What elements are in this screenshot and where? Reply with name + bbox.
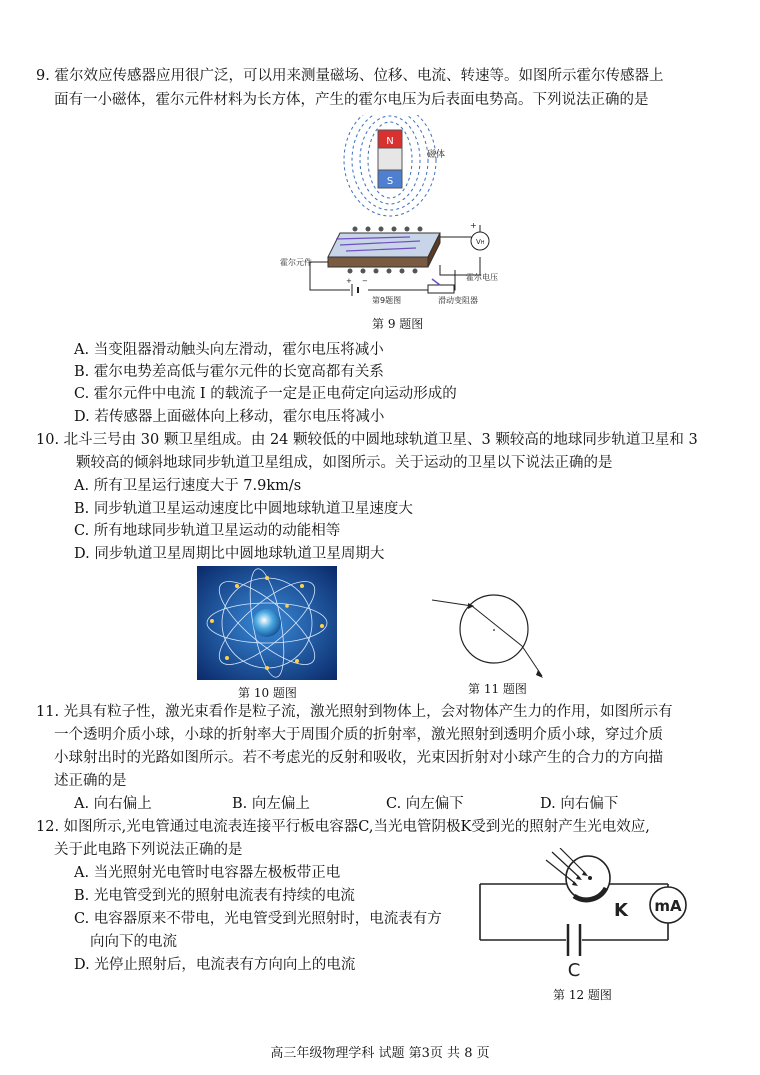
capacitor-c-label: C bbox=[567, 960, 581, 980]
q10-stem-line2: 颗较高的倾斜地球同步轨道卫星组成，如图所示。关于运动的卫星以下说法正确的是 bbox=[76, 455, 613, 471]
q10-figure bbox=[197, 566, 337, 680]
q12-figure bbox=[478, 848, 718, 980]
q11-option-a: A. 向右偏上 bbox=[74, 796, 152, 812]
ammeter-label: mA bbox=[654, 897, 682, 915]
q9-figure bbox=[280, 115, 500, 305]
q9-option-c: C. 霍尔元件中电流 I 的载流子一定是正电荷定向运动形成的 bbox=[74, 386, 457, 402]
q10-caption: 第 10 题图 bbox=[238, 686, 297, 700]
q12-caption: 第 12 题图 bbox=[553, 988, 612, 1002]
fig9-inner-label: 第9题图 bbox=[372, 296, 402, 305]
q11-stem-line3: 小球射出时的光路如图所示。若不考虑光的反射和吸收，光束因折射对小球产生的合力的方向描 bbox=[54, 750, 663, 766]
q12-option-a: A. 当光照射光电管时电容器左极板带正电 bbox=[74, 865, 341, 881]
rheostat-label: 滑动变阻器 bbox=[438, 296, 478, 305]
q10-stem-line1: 10. 北斗三号由 30 颗卫星组成。由 24 颗较低的中圆地球轨道卫星、3 颗较高的地球同步轨道卫星和 3 bbox=[36, 432, 698, 448]
battery-minus: − bbox=[362, 277, 368, 285]
battery-plus: + bbox=[346, 277, 352, 285]
q11-option-b: B. 向左偏上 bbox=[232, 796, 310, 812]
q11-stem-line2: 一个透明介质小球，小球的折射率大于周围介质的折射率，激光照射到透明介质小球，穿过介质 bbox=[54, 727, 663, 743]
magnet-label: 磁体 bbox=[427, 150, 446, 160]
page-footer: 高三年级物理学科 试题 第3页 共 8 页 bbox=[270, 1046, 490, 1061]
q9-stem-line2: 面有一小磁体，霍尔元件材料为长方体，产生的霍尔电压为后表面电势高。下列说法正确的是 bbox=[54, 92, 649, 108]
magnet-s-label: S bbox=[386, 176, 394, 187]
q10-option-b: B. 同步轨道卫星运动速度比中圆地球轨道卫星速度大 bbox=[74, 501, 413, 517]
q12-option-c: C. 电容器原来不带电，光电管受到光照射时，电流表有方 bbox=[74, 911, 442, 927]
q9-option-d: D. 若传感器上面磁体向上移动，霍尔电压将减小 bbox=[74, 409, 385, 425]
q11-figure bbox=[432, 584, 562, 684]
q11-option-c: C. 向左偏下 bbox=[386, 796, 464, 812]
q12-stem-line2: 关于此电路下列说法正确的是 bbox=[54, 842, 243, 858]
voltmeter-label: VH bbox=[476, 238, 485, 246]
q9-caption: 第 9 题图 bbox=[372, 317, 424, 331]
q9-option-a: A. 当变阻器滑动触头向左滑动，霍尔电压将减小 bbox=[74, 342, 384, 358]
q10-option-d: D. 同步轨道卫星周期比中圆地球轨道卫星周期大 bbox=[74, 546, 385, 562]
q12-option-d: D. 光停止照射后，电流表有方向向上的电流 bbox=[74, 957, 356, 973]
q11-stem-line1: 11. 光具有粒子性，激光束看作是粒子流，激光照射到物体上，会对物体产生力的作用，如图所示有 bbox=[36, 704, 673, 720]
q11-option-d: D. 向右偏下 bbox=[540, 796, 619, 812]
q10-option-a: A. 所有卫星运行速度大于 7.9km/s bbox=[74, 478, 302, 494]
hall-voltage-label: 霍尔电压 bbox=[466, 273, 498, 282]
q12-option-b: B. 光电管受到光的照射电流表有持续的电流 bbox=[74, 888, 355, 904]
q12-stem-line1: 12. 如图所示,光电管通过电流表连接平行板电容器C,当光电管阴极K受到光的照射产生光电效应, bbox=[36, 819, 650, 835]
magnet-n-label: N bbox=[386, 136, 394, 147]
q11-caption: 第 11 题图 bbox=[468, 682, 527, 696]
q9-stem-line1: 9. 霍尔效应传感器应用很广泛，可以用来测量磁场、位移、电流、转速等。如图所示霍尔传感器上 bbox=[36, 68, 664, 84]
q10-option-c: C. 所有地球同步轨道卫星运动的动能相等 bbox=[74, 523, 341, 539]
voltmeter-plus: + bbox=[470, 221, 477, 230]
q12-option-c-cont: 向向下的电流 bbox=[90, 934, 177, 950]
q11-stem-line4: 述正确的是 bbox=[54, 773, 127, 789]
hall-element-label: 霍尔元件 bbox=[280, 258, 312, 267]
cathode-k-label: K bbox=[614, 900, 628, 921]
q9-option-b: B. 霍尔电势差高低与霍尔元件的长宽高都有关系 bbox=[74, 364, 384, 380]
